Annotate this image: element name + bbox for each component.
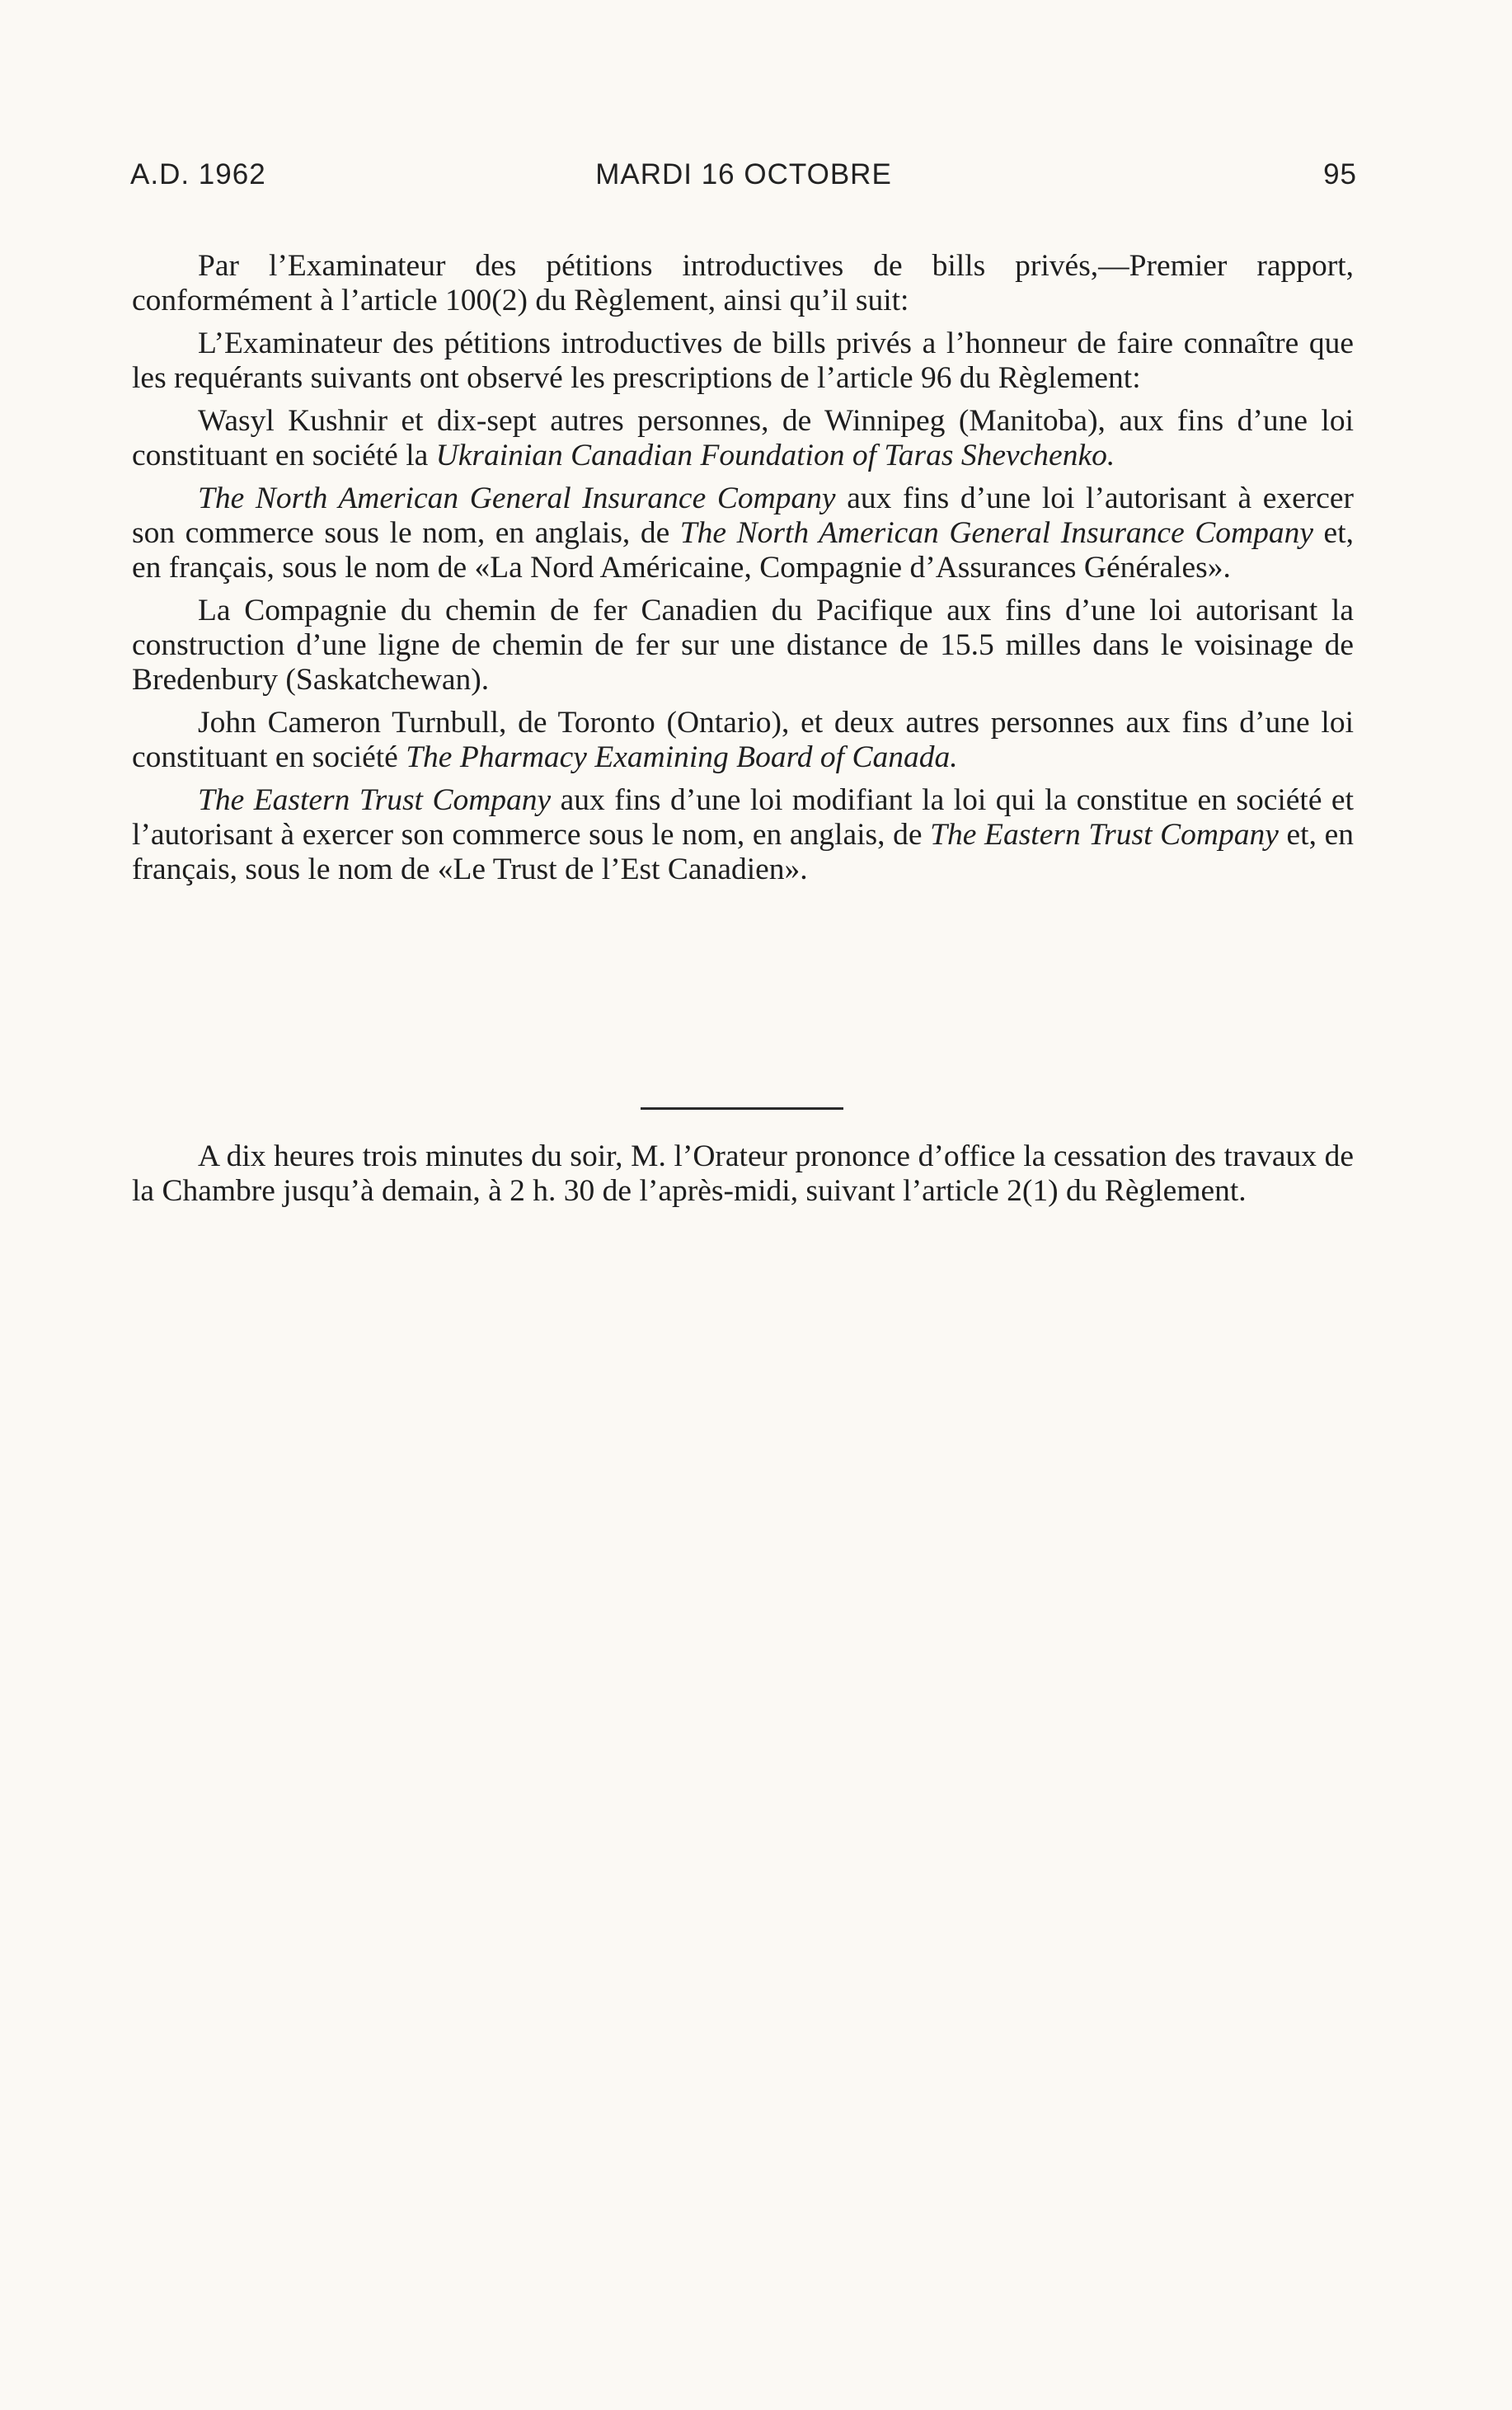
paragraph-petition-eastern-trust xyxy=(132,783,1354,887)
petition-north-american-english-name: The North American General Insurance Company xyxy=(679,516,1313,550)
running-head xyxy=(130,158,1357,200)
paragraph-petition-kushnir xyxy=(132,404,1354,473)
paragraph-petition-cp-rail: La Compagnie du chemin de fer Canadien du Pacifique aux fins d’une loi autorisant la construction d’une ligne de chemin de fer sur une distance de 15.5 milles dans le voisinage de Bredenbury (Saskatchewan). xyxy=(132,594,1354,697)
paragraph-examiner-statement: L’Examinateur des pétitions introductives de bills privés a l’honneur de faire connaître que les requérants suivants ont observé les prescriptions de l’article 96 du Règlement: xyxy=(132,327,1354,395)
section-divider xyxy=(641,1107,843,1110)
paragraph-petition-north-american xyxy=(132,482,1354,585)
paragraph-petition-turnbull xyxy=(132,706,1354,775)
petition-turnbull-italic: The Pharmacy Examining Board of Canada. xyxy=(406,740,958,774)
petition-kushnir-text: Wasyl Kushnir et dix-sept autres personnes, de Winnipeg (Manitoba), aux fins d’une loi constituant en société la xyxy=(132,404,1354,472)
page-number: 95 xyxy=(1323,158,1357,190)
petition-north-american-text-1: aux fins d’une loi l’autorisant à exercer son commerce sous le nom, en anglais, de xyxy=(132,482,1355,550)
petition-kushnir-italic: Ukrainian Canadian Foundation of Taras Shevchenko. xyxy=(435,439,1115,472)
petition-north-american-text-2: et, en français, sous le nom de «La Nord Américaine, Compagnie d’Assurances Générales». xyxy=(132,516,1354,585)
petition-turnbull-text: John Cameron Turnbull, de Toronto (Ontario), et deux autres personnes aux fins d’une loi constituant en société xyxy=(132,706,1354,774)
petition-eastern-trust-english-name: The Eastern Trust Company xyxy=(930,818,1279,852)
petition-eastern-trust-text-1: aux fins d’une loi modifiant la loi qui la constitue en société et l’autorisant à exercer son commerce sous le nom, en anglais, de xyxy=(132,783,1354,852)
header-date: MARDI 16 OCTOBRE xyxy=(595,158,892,190)
header-year: A.D. 1962 xyxy=(130,158,266,190)
paragraph-adjournment: A dix heures trois minutes du soir, M. l’Orateur prononce d’office la cessation des travaux de la Chambre jusqu’à demain, à 2 h. 30 de l’après-midi, suivant l’article 2(1) du Règlement. xyxy=(132,1139,1354,1208)
petition-eastern-trust-text-2: et, en français, sous le nom de «Le Trust de l’Est Canadien». xyxy=(132,818,1354,886)
petition-eastern-trust-name: The Eastern Trust Company xyxy=(198,783,552,817)
report-body xyxy=(132,249,1354,895)
adjournment-section xyxy=(132,1139,1354,1209)
petition-north-american-name: The North American General Insurance Company xyxy=(198,482,836,515)
paragraph-report-intro: Par l’Examinateur des pétitions introductives de bills privés,—Premier rapport, conformément à l’article 100(2) du Règlement, ainsi qu’il suit: xyxy=(132,249,1354,317)
